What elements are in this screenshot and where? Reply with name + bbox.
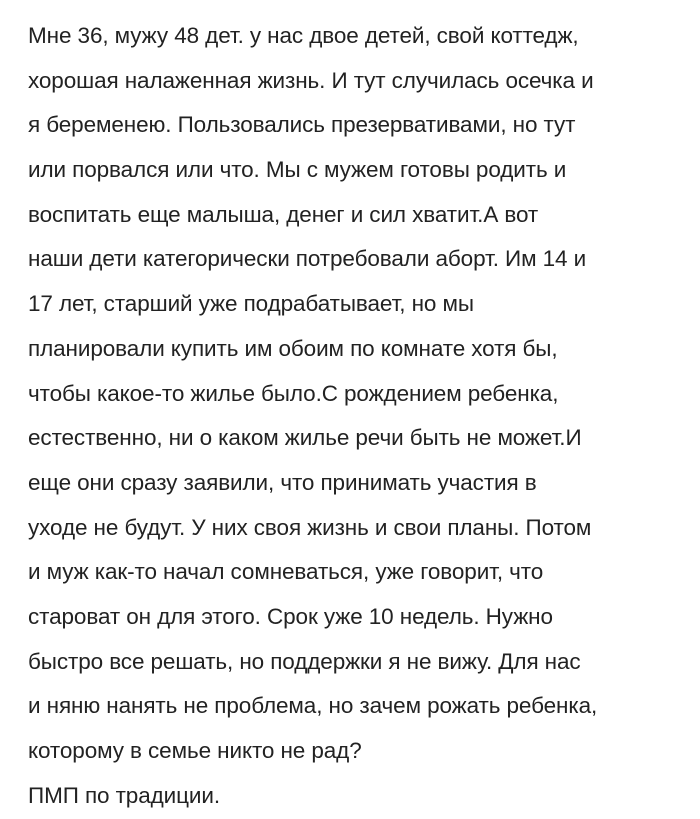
text-line: хорошая налаженная жизнь. И тут случилась осечка и [28,67,594,93]
text-line: быстро все решать, но поддержки я не вижу. Для нас [28,648,581,674]
text-line: Мне 36, мужу 48 дет. у нас двое детей, свой коттедж, [28,23,579,48]
text-line: или порвался или что. Мы с мужем готовы родить и [28,157,567,183]
text-line: и няню нанять не проблема, но зачем рожать ребенка, [28,693,598,719]
text-line: наши дети категорически потребовали аборт. Им 14 и [28,246,587,272]
text-line: ПМП по традиции. [28,782,220,808]
text-line: еще они сразу заявили, что принимать участия в [28,469,537,495]
text-line: 17 лет, старший уже подрабатывает, но мы [28,291,474,317]
text-line: уходе не будут. У них своя жизнь и свои планы. Потом [28,514,592,540]
text-line: естественно, ни о каком жилье речи быть не может.И [28,425,582,451]
text-line: и муж как-то начал сомневаться, уже говорит, что [28,559,544,585]
text-line: планировали купить им обоим по комнате хотя бы, [28,335,558,361]
post-text [28,14,698,818]
text-line: староват он для этого. Срок уже 10 недель. Нужно [28,603,553,629]
text-line: я беременею. Пользовались презервативами, но тут [28,112,576,138]
text-line: которому в семье никто не рад? [28,738,362,763]
text-line: чтобы какое-то жилье было.С рождением ребенка, [28,380,559,406]
text-line: воспитать еще малыша, денег и сил хватит.А вот [28,201,539,227]
